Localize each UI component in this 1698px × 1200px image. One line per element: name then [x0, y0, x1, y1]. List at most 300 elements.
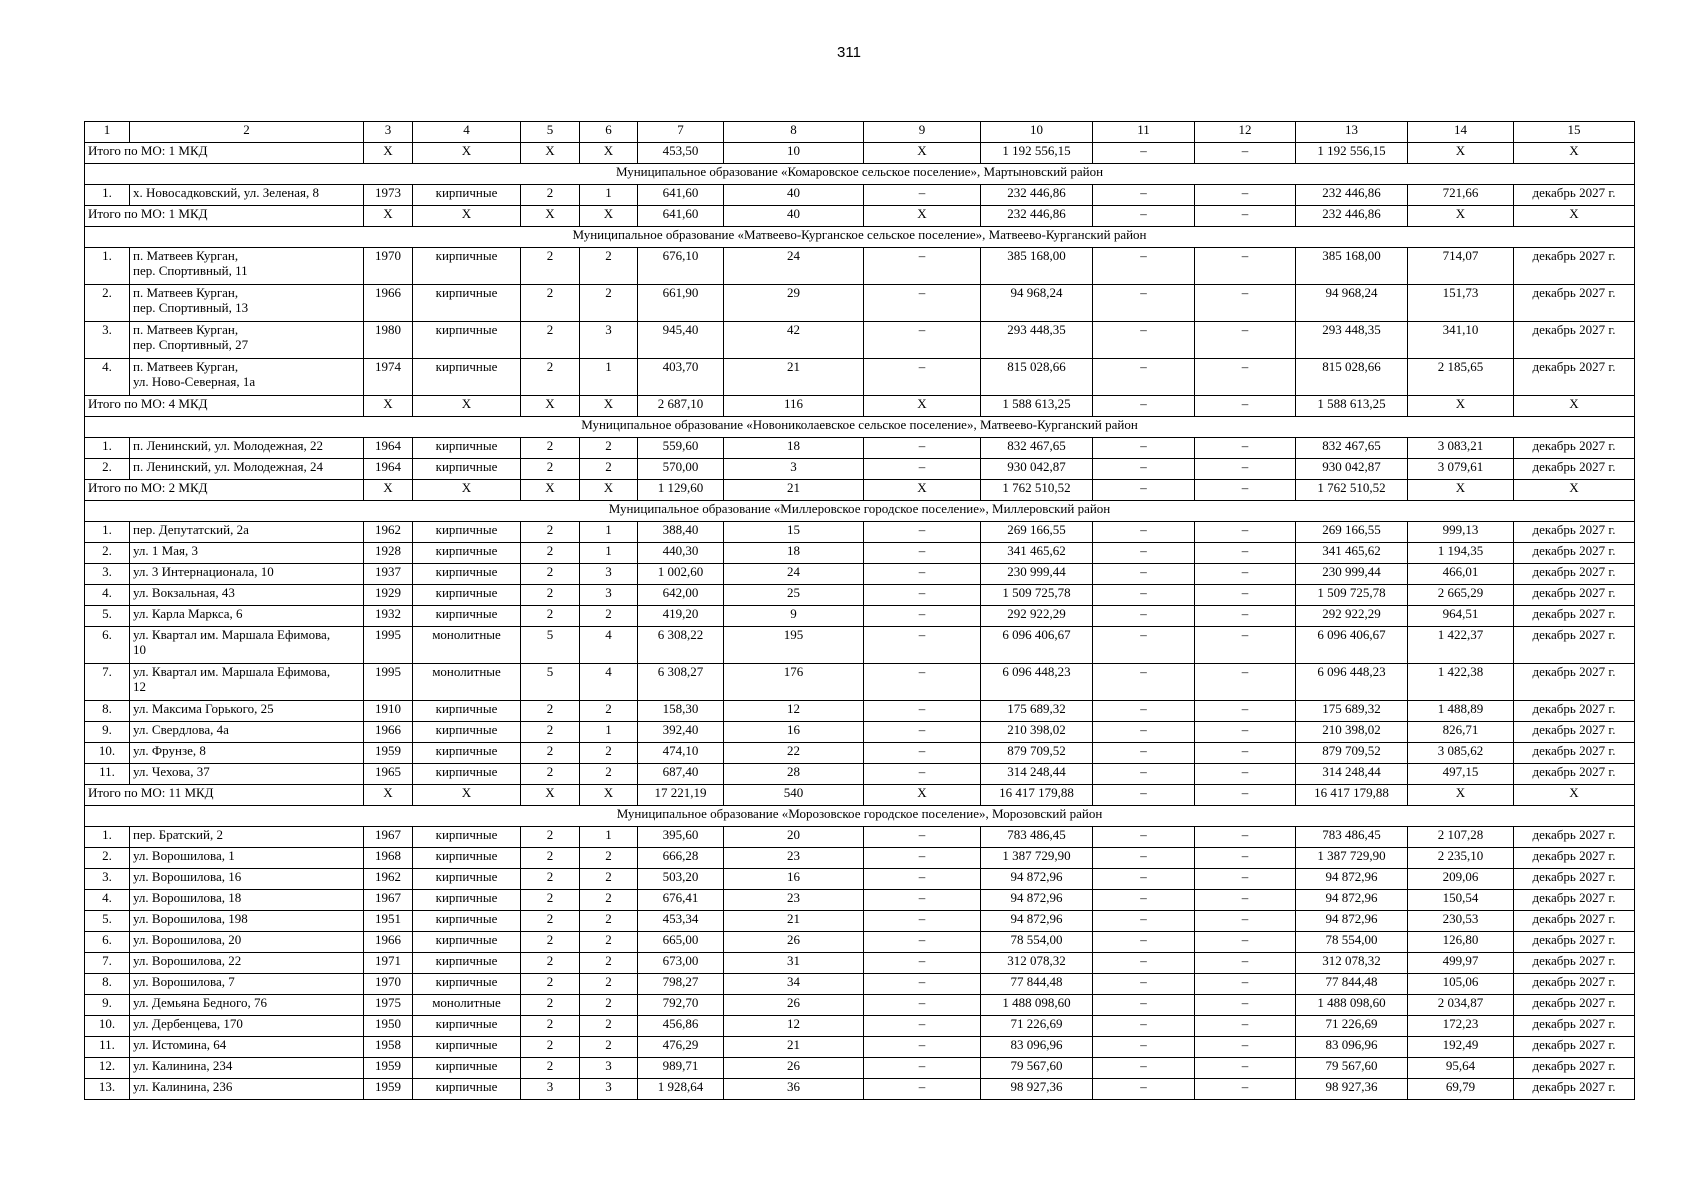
table-cell: 1966	[364, 285, 413, 322]
table-cell: 158,30	[638, 701, 724, 722]
table-row	[85, 974, 1635, 995]
table-cell: 497,15	[1408, 764, 1514, 785]
table-cell: –	[864, 974, 981, 995]
address-cell	[130, 543, 364, 564]
table-cell: 1959	[364, 1079, 413, 1100]
table-cell: 16 417 179,88	[981, 785, 1093, 806]
table-cell: 826,71	[1408, 722, 1514, 743]
table-cell: 94 968,24	[981, 285, 1093, 322]
table-cell: 2	[521, 248, 580, 285]
table-cell: кирпичные	[413, 185, 521, 206]
table-cell: 1	[580, 185, 638, 206]
table-cell: 1962	[364, 522, 413, 543]
table-cell: кирпичные	[413, 322, 521, 359]
table-cell: 232 446,86	[981, 206, 1093, 227]
column-number-cell: 14	[1408, 122, 1514, 143]
table-cell: монолитные	[413, 995, 521, 1016]
table-cell: 2 185,65	[1408, 359, 1514, 396]
table-cell: 1968	[364, 848, 413, 869]
table-cell: –	[864, 953, 981, 974]
table-cell: 3 085,62	[1408, 743, 1514, 764]
table-cell: 34	[724, 974, 864, 995]
table-cell: 2	[521, 185, 580, 206]
table-cell: –	[864, 743, 981, 764]
table-cell: декабрь 2027 г.	[1514, 543, 1635, 564]
table-cell: 2	[521, 911, 580, 932]
table-cell: 1 928,64	[638, 1079, 724, 1100]
total-row	[85, 785, 1635, 806]
table-cell: 815 028,66	[1296, 359, 1408, 396]
table-cell: 10	[724, 143, 864, 164]
table-cell: 3 083,21	[1408, 438, 1514, 459]
table-cell: X	[1408, 785, 1514, 806]
table-cell: 83 096,96	[981, 1037, 1093, 1058]
table-cell: 176	[724, 664, 864, 701]
table-cell: 440,30	[638, 543, 724, 564]
table-cell: –	[1093, 827, 1195, 848]
table-cell: 151,73	[1408, 285, 1514, 322]
table-cell: 1 762 510,52	[1296, 480, 1408, 501]
table-cell: 879 709,52	[1296, 743, 1408, 764]
address-cell	[130, 1058, 364, 1079]
address-cell	[130, 1079, 364, 1100]
table-cell: 2	[580, 911, 638, 932]
table-cell: 2	[521, 285, 580, 322]
table-cell: 1995	[364, 664, 413, 701]
table-cell: –	[864, 185, 981, 206]
table-cell: декабрь 2027 г.	[1514, 974, 1635, 995]
table-cell: –	[1195, 206, 1296, 227]
table-cell: 930 042,87	[1296, 459, 1408, 480]
table-cell: 2	[521, 564, 580, 585]
table-cell: X	[864, 480, 981, 501]
table-cell: X	[364, 206, 413, 227]
table-cell: 1967	[364, 827, 413, 848]
table-cell: 2	[521, 1058, 580, 1079]
table-cell: 83 096,96	[1296, 1037, 1408, 1058]
row-number: 10.	[85, 1016, 130, 1037]
table-cell: 312 078,32	[981, 953, 1093, 974]
table-cell: 1966	[364, 932, 413, 953]
table-cell: –	[864, 722, 981, 743]
table-cell: кирпичные	[413, 722, 521, 743]
table-cell: 105,06	[1408, 974, 1514, 995]
table-cell: X	[580, 143, 638, 164]
row-number: 13.	[85, 1079, 130, 1100]
address-cell	[130, 522, 364, 543]
table-cell: X	[864, 143, 981, 164]
table-cell: 126,80	[1408, 932, 1514, 953]
table-cell: 2	[580, 1037, 638, 1058]
address-line: ул. Вокзальная, 43	[133, 585, 235, 600]
table-row	[85, 522, 1635, 543]
table-cell: 641,60	[638, 206, 724, 227]
table-cell: 12	[724, 1016, 864, 1037]
table-cell: 3 079,61	[1408, 459, 1514, 480]
table-cell: 783 486,45	[981, 827, 1093, 848]
address-line: пер. Спортивный, 13	[133, 300, 249, 315]
table-cell: –	[864, 522, 981, 543]
address-line: п. Ленинский, ул. Молодежная, 24	[133, 459, 323, 474]
table-cell: –	[1195, 953, 1296, 974]
table-cell: 78 554,00	[981, 932, 1093, 953]
address-line: ул. Квартал им. Маршала Ефимова,	[133, 664, 331, 679]
table-cell: X	[521, 785, 580, 806]
address-cell	[130, 1037, 364, 1058]
table-cell: 79 567,60	[981, 1058, 1093, 1079]
table-cell: 1 387 729,90	[1296, 848, 1408, 869]
table-cell: 312 078,32	[1296, 953, 1408, 974]
table-row	[85, 627, 1635, 664]
table-cell: 78 554,00	[1296, 932, 1408, 953]
row-number: 4.	[85, 359, 130, 396]
table-cell: 1 192 556,15	[981, 143, 1093, 164]
table-cell: 2	[521, 764, 580, 785]
table-cell: кирпичные	[413, 911, 521, 932]
table-cell: 570,00	[638, 459, 724, 480]
table-cell: –	[1093, 701, 1195, 722]
table-cell: 18	[724, 438, 864, 459]
table-cell: 2	[521, 848, 580, 869]
table-row	[85, 185, 1635, 206]
table-cell: 3	[521, 1079, 580, 1100]
table-cell: декабрь 2027 г.	[1514, 701, 1635, 722]
table-cell: –	[1195, 564, 1296, 585]
table-cell: 1	[580, 827, 638, 848]
table-cell: 559,60	[638, 438, 724, 459]
table-row	[85, 285, 1635, 322]
table-cell: 269 166,55	[1296, 522, 1408, 543]
table-cell: 1	[580, 522, 638, 543]
table-cell: –	[1195, 911, 1296, 932]
address-cell	[130, 459, 364, 480]
row-number: 12.	[85, 1058, 130, 1079]
table-cell: 341,10	[1408, 322, 1514, 359]
table-cell: кирпичные	[413, 522, 521, 543]
table-cell: X	[1514, 206, 1635, 227]
table-cell: кирпичные	[413, 890, 521, 911]
table-cell: декабрь 2027 г.	[1514, 1016, 1635, 1037]
table-cell: 17 221,19	[638, 785, 724, 806]
table-cell: кирпичные	[413, 764, 521, 785]
address-line: ул. Калинина, 234	[133, 1058, 233, 1073]
table-cell: X	[580, 206, 638, 227]
table-cell: 2	[580, 890, 638, 911]
section-row	[85, 417, 1635, 438]
table-row	[85, 764, 1635, 785]
table-cell: 1995	[364, 627, 413, 664]
table-cell: 71 226,69	[981, 1016, 1093, 1037]
table-cell: 21	[724, 480, 864, 501]
row-number: 2.	[85, 543, 130, 564]
address-cell	[130, 701, 364, 722]
table-cell: –	[1195, 785, 1296, 806]
row-number: 4.	[85, 890, 130, 911]
table-cell: декабрь 2027 г.	[1514, 827, 1635, 848]
table-cell: –	[1093, 206, 1195, 227]
table-cell: 230 999,44	[981, 564, 1093, 585]
address-line: ул. Карла Маркса, 6	[133, 606, 243, 621]
row-number: 9.	[85, 995, 130, 1016]
table-cell: 2	[580, 869, 638, 890]
table-cell: 175 689,32	[981, 701, 1093, 722]
address-cell	[130, 322, 364, 359]
address-cell	[130, 606, 364, 627]
table-cell: –	[1093, 995, 1195, 1016]
section-title: Муниципальное образование «Новониколаевское сельское поселение», Матвеево-Курганский район	[85, 417, 1635, 438]
table-cell: 1970	[364, 974, 413, 995]
table-cell: 42	[724, 322, 864, 359]
table-cell: 2 687,10	[638, 396, 724, 417]
table-cell: 1971	[364, 953, 413, 974]
table-cell: 2	[521, 932, 580, 953]
row-number: 6.	[85, 627, 130, 664]
column-number-cell: 1	[85, 122, 130, 143]
table-cell: –	[1195, 359, 1296, 396]
address-line: ул. 1 Мая, 3	[133, 543, 198, 558]
table-cell: –	[864, 459, 981, 480]
table-cell: 94 872,96	[981, 869, 1093, 890]
column-number-cell: 15	[1514, 122, 1635, 143]
table-cell: –	[1195, 185, 1296, 206]
row-number: 3.	[85, 322, 130, 359]
table-cell: –	[1093, 743, 1195, 764]
address-line: ул. Максима Горького, 25	[133, 701, 274, 716]
table-cell: декабрь 2027 г.	[1514, 848, 1635, 869]
table-cell: 1 488,89	[1408, 701, 1514, 722]
table-cell: X	[364, 396, 413, 417]
table-cell: –	[1093, 359, 1195, 396]
table-body	[85, 122, 1635, 1100]
table-cell: 1 588 613,25	[1296, 396, 1408, 417]
table-cell: –	[1195, 869, 1296, 890]
table-cell: 2	[521, 953, 580, 974]
table-cell: 1964	[364, 459, 413, 480]
table-cell: 18	[724, 543, 864, 564]
table-cell: 1937	[364, 564, 413, 585]
table-cell: 12	[724, 701, 864, 722]
table-cell: 2	[580, 1016, 638, 1037]
table-cell: 503,20	[638, 869, 724, 890]
section-row	[85, 501, 1635, 522]
table-cell: 2	[521, 522, 580, 543]
table-cell: кирпичные	[413, 543, 521, 564]
table-cell: кирпичные	[413, 701, 521, 722]
row-number: 1.	[85, 522, 130, 543]
address-line: ул. Демьяна Бедного, 76	[133, 995, 267, 1010]
address-line: ул. Ворошилова, 1	[133, 848, 235, 863]
total-label: Итого по МО: 1 МКД	[85, 143, 364, 164]
table-cell: 192,49	[1408, 1037, 1514, 1058]
table-cell: 1974	[364, 359, 413, 396]
table-cell: –	[1093, 974, 1195, 995]
address-line: пер. Спортивный, 27	[133, 337, 249, 352]
table-cell: 1958	[364, 1037, 413, 1058]
page-number: 311	[837, 44, 861, 61]
table-cell: –	[864, 1058, 981, 1079]
table-cell: 31	[724, 953, 864, 974]
table-cell: –	[1195, 627, 1296, 664]
table-cell: 388,40	[638, 522, 724, 543]
table-cell: –	[864, 995, 981, 1016]
table-cell: декабрь 2027 г.	[1514, 890, 1635, 911]
table-cell: 9	[724, 606, 864, 627]
table-cell: 22	[724, 743, 864, 764]
table-cell: декабрь 2027 г.	[1514, 722, 1635, 743]
table-cell: декабрь 2027 г.	[1514, 953, 1635, 974]
address-line: ул. Квартал им. Маршала Ефимова,	[133, 627, 331, 642]
table-cell: 79 567,60	[1296, 1058, 1408, 1079]
table-cell: 94 968,24	[1296, 285, 1408, 322]
table-cell: 2	[521, 995, 580, 1016]
table-cell: –	[864, 890, 981, 911]
section-title: Муниципальное образование «Миллеровское городское поселение», Миллеровский район	[85, 501, 1635, 522]
table-cell: декабрь 2027 г.	[1514, 764, 1635, 785]
table-cell: 661,90	[638, 285, 724, 322]
table-cell: –	[864, 248, 981, 285]
total-label: Итого по МО: 2 МКД	[85, 480, 364, 501]
table-cell: 1 422,37	[1408, 627, 1514, 664]
table-cell: 2	[521, 585, 580, 606]
address-line: ул. Ворошилова, 22	[133, 953, 242, 968]
table-cell: 3	[580, 564, 638, 585]
table-cell: кирпичные	[413, 953, 521, 974]
table-cell: кирпичные	[413, 932, 521, 953]
table-cell: 94 872,96	[1296, 890, 1408, 911]
address-line: ул. Фрунзе, 8	[133, 743, 206, 758]
row-number: 1.	[85, 185, 130, 206]
table-cell: 474,10	[638, 743, 724, 764]
row-number: 8.	[85, 701, 130, 722]
table-cell: –	[1195, 932, 1296, 953]
table-cell: –	[864, 359, 981, 396]
table-cell: 292 922,29	[1296, 606, 1408, 627]
housing-register-table	[84, 121, 1635, 1100]
address-cell	[130, 359, 364, 396]
table-cell: 2 034,87	[1408, 995, 1514, 1016]
address-line: ул. Свердлова, 4а	[133, 722, 229, 737]
address-line: ул. Ворошилова, 20	[133, 932, 242, 947]
address-cell	[130, 932, 364, 953]
table-cell: 964,51	[1408, 606, 1514, 627]
table-row	[85, 932, 1635, 953]
table-cell: 210 398,02	[1296, 722, 1408, 743]
table-cell: 930 042,87	[981, 459, 1093, 480]
table-cell: 2 107,28	[1408, 827, 1514, 848]
table-cell: 676,10	[638, 248, 724, 285]
table-cell: X	[1408, 143, 1514, 164]
table-cell: –	[1195, 890, 1296, 911]
table-cell: декабрь 2027 г.	[1514, 585, 1635, 606]
table-cell: декабрь 2027 г.	[1514, 322, 1635, 359]
row-number: 5.	[85, 911, 130, 932]
table-cell: –	[1093, 1058, 1195, 1079]
table-row	[85, 1037, 1635, 1058]
table-cell: 25	[724, 585, 864, 606]
table-cell: X	[580, 785, 638, 806]
table-row	[85, 1058, 1635, 1079]
table-cell: декабрь 2027 г.	[1514, 459, 1635, 480]
table-cell: 783 486,45	[1296, 827, 1408, 848]
table-cell: 98 927,36	[1296, 1079, 1408, 1100]
column-number-cell: 2	[130, 122, 364, 143]
table-cell: –	[1093, 585, 1195, 606]
table-cell: –	[1195, 248, 1296, 285]
table-cell: –	[864, 932, 981, 953]
table-cell: 1959	[364, 1058, 413, 1079]
column-number-cell: 7	[638, 122, 724, 143]
table-cell: 2	[580, 974, 638, 995]
table-cell: –	[864, 701, 981, 722]
table-cell: 1 762 510,52	[981, 480, 1093, 501]
table-row	[85, 995, 1635, 1016]
table-cell: 945,40	[638, 322, 724, 359]
table-cell: декабрь 2027 г.	[1514, 248, 1635, 285]
table-cell: –	[1093, 722, 1195, 743]
table-row	[85, 248, 1635, 285]
table-cell: –	[1093, 438, 1195, 459]
table-cell: 23	[724, 890, 864, 911]
table-cell: 24	[724, 564, 864, 585]
table-cell: кирпичные	[413, 869, 521, 890]
table-cell: 1950	[364, 1016, 413, 1037]
row-number: 4.	[85, 585, 130, 606]
table-cell: –	[1195, 848, 1296, 869]
table-cell: –	[1195, 664, 1296, 701]
address-line: ул. 3 Интернационала, 10	[133, 564, 274, 579]
address-cell	[130, 848, 364, 869]
table-cell: –	[1093, 459, 1195, 480]
table-cell: 172,23	[1408, 1016, 1514, 1037]
table-cell: X	[521, 206, 580, 227]
table-cell: 4	[580, 664, 638, 701]
table-cell: X	[1514, 143, 1635, 164]
table-cell: декабрь 2027 г.	[1514, 1037, 1635, 1058]
table-cell: 292 922,29	[981, 606, 1093, 627]
table-cell: 1966	[364, 722, 413, 743]
table-cell: X	[364, 143, 413, 164]
table-cell: 26	[724, 1058, 864, 1079]
table-cell: –	[1093, 869, 1195, 890]
table-cell: 1928	[364, 543, 413, 564]
table-cell: 385 168,00	[1296, 248, 1408, 285]
table-cell: –	[864, 564, 981, 585]
table-cell: 1 509 725,78	[1296, 585, 1408, 606]
row-number: 3.	[85, 869, 130, 890]
table-cell: –	[1195, 827, 1296, 848]
table-cell: 269 166,55	[981, 522, 1093, 543]
column-number-cell: 12	[1195, 122, 1296, 143]
table-cell: –	[1093, 543, 1195, 564]
table-cell: –	[864, 285, 981, 322]
address-line: п. Матвеев Курган,	[133, 285, 239, 300]
table-cell: –	[1093, 953, 1195, 974]
table-cell: 1 194,35	[1408, 543, 1514, 564]
table-cell: –	[1195, 722, 1296, 743]
table-cell: 540	[724, 785, 864, 806]
table-cell: X	[521, 480, 580, 501]
table-cell: 2	[521, 701, 580, 722]
table-cell: 314 248,44	[981, 764, 1093, 785]
table-cell: 392,40	[638, 722, 724, 743]
table-cell: 999,13	[1408, 522, 1514, 543]
table-row	[85, 543, 1635, 564]
table-cell: –	[864, 322, 981, 359]
table-cell: –	[1093, 143, 1195, 164]
table-cell: X	[864, 785, 981, 806]
row-number: 10.	[85, 743, 130, 764]
table-row	[85, 564, 1635, 585]
